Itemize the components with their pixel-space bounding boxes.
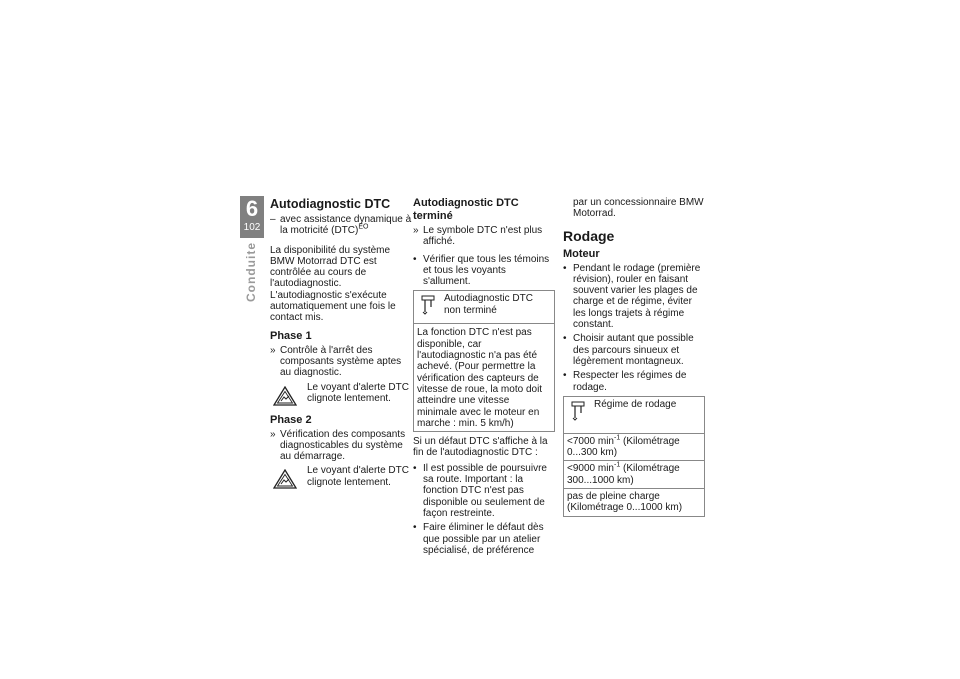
bullet-marker: •: [563, 370, 567, 382]
note-box-body: La fonction DTC n'est pas disponible, car l'autodiagnostic n'a pas été achevé. (Pour permettre la vérification des capteurs de vitesse de roue, la moto doit atteindre une vitesse minimale avec le moteur en marche : min. 5 km/h): [414, 323, 554, 431]
list-item-text: Choisir autant que possible des parcours sinueux et légèrement montagneux.: [573, 333, 694, 367]
row-sup: -1: [613, 462, 621, 470]
row-text: <7000 min: [567, 435, 614, 447]
continuation-text: par un concessionnaire BMW Motorrad.: [573, 197, 704, 220]
chapter-number: 6: [245, 196, 259, 221]
list-item-text: Faire éliminer le défaut dès que possible par un atelier spécialisé, de préférence: [423, 522, 544, 556]
table-row: [564, 433, 704, 461]
row-text: (Kilométrage 300...1000 km): [567, 463, 680, 486]
bullet-marker: •: [413, 522, 417, 534]
list-item: [563, 263, 705, 331]
list-item-text: Le symbole DTC n'est plus affiché.: [423, 225, 543, 248]
section-heading-dtc-complete: Autodiagnostic DTC terminé: [413, 197, 519, 222]
break-in-table: [563, 396, 705, 517]
page-number: 102: [243, 222, 261, 233]
list-item-text: Contrôle à l'arrêt des composants système aptes au diagnostic.: [280, 344, 402, 379]
list-item: [413, 254, 555, 288]
list-item-text: Respecter les régimes de rodage.: [573, 370, 687, 393]
warning-text: Le voyant d'alerte DTC clignote lentement.: [307, 381, 409, 404]
column-2: [413, 197, 555, 559]
list-item-text: Vérification des composants diagnosticables du système au démarrage.: [280, 428, 406, 463]
bullet-marker: •: [413, 462, 417, 474]
list-item-text: Il est possible de poursuivre sa route. Important : la fonction DTC n'est pas disponible ou seulement de façon restreinte.: [423, 462, 547, 519]
subheading-moteur: Moteur: [563, 247, 600, 260]
arrow-marker: »: [270, 344, 276, 356]
row-text: pas de pleine charge (Kilométrage 0...1000 km): [567, 491, 683, 514]
section-heading-autodiagnostic: Autodiagnostic DTC: [270, 197, 391, 211]
warning-triangle-icon: [273, 386, 297, 406]
phase2-heading: Phase 2: [270, 413, 312, 426]
table-row: [564, 460, 704, 488]
row-sup: -1: [613, 434, 621, 442]
list-item: [563, 333, 705, 367]
list-item-text: avec assistance dynamique à la motricité (DTC): [280, 214, 412, 237]
phase1-heading: Phase 1: [270, 329, 312, 342]
table-row: [564, 488, 704, 516]
bullet-marker: •: [413, 253, 417, 265]
after-paragraph: Si un défaut DTC s'affiche à la fin de l'autodiagnostic DTC :: [413, 436, 548, 459]
chapter-tab: [240, 196, 264, 238]
table-title: Régime de rodage: [594, 398, 677, 410]
list-item: [413, 463, 555, 519]
warning-triangle-icon: [273, 469, 297, 489]
list-item: [563, 370, 705, 393]
list-item: [270, 345, 412, 379]
footnote-sup: EO: [358, 223, 369, 231]
note-box-title: Autodiagnostic DTC non terminé: [444, 293, 533, 316]
tool-note-icon: [421, 295, 435, 315]
warning-note: [270, 382, 412, 408]
list-item: [413, 225, 555, 248]
list-item: [270, 429, 412, 463]
tool-note-icon: [571, 401, 585, 421]
column-1: [270, 197, 412, 495]
chapter-title: Conduite: [244, 242, 258, 302]
list-item: [270, 214, 412, 237]
note-box: [413, 290, 555, 432]
bullet-marker: •: [563, 262, 567, 274]
row-text: (Kilométrage 0...300 km): [567, 435, 680, 459]
warning-text: Le voyant d'alerte DTC clignote lentement.: [307, 465, 409, 488]
warning-note: [270, 465, 412, 491]
arrow-marker: »: [413, 225, 419, 236]
row-text: <9000 min: [567, 463, 614, 475]
dash-marker: –: [270, 214, 276, 225]
table-header: [564, 397, 704, 433]
bullet-marker: •: [563, 333, 567, 345]
section-heading-rodage: Rodage: [563, 227, 615, 244]
list-item: [413, 522, 555, 556]
arrow-marker: »: [270, 428, 276, 440]
list-item-text: Pendant le rodage (première révision), rouler en faisant souvent varier les plages de charge et de régime, éviter les longs trajets à régime constant.: [573, 262, 701, 331]
column-3: [563, 197, 705, 521]
list-item-text: Vérifier que tous les témoins et tous les voyants s'allument.: [423, 253, 550, 288]
intro-paragraph: La disponibilité du système BMW Motorrad DTC est contrôlée au cours de l'autodiagnostic. L'autodiagnostic s'exécute automatiquement une fois le contact mis.: [270, 244, 396, 324]
note-box-header: [414, 291, 554, 323]
